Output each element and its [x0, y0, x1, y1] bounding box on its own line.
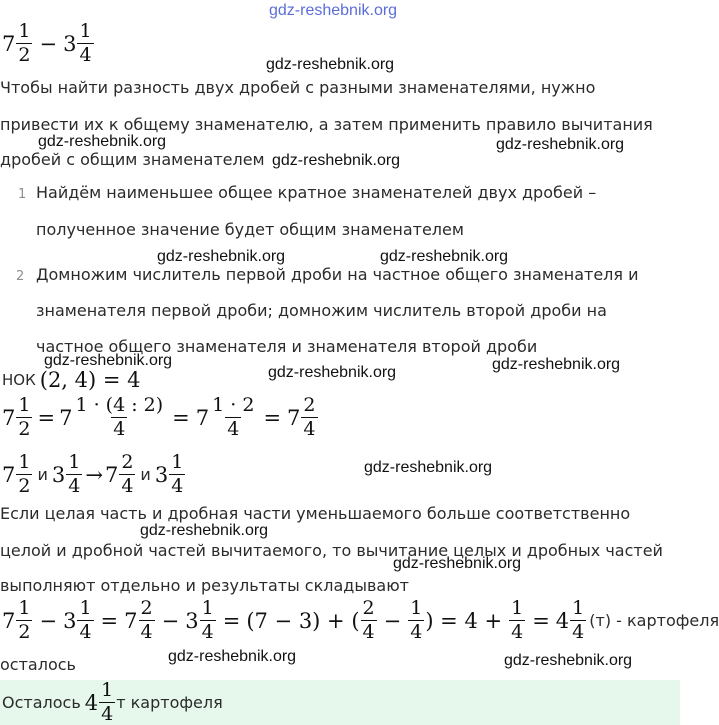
conversion-equation: [2, 396, 319, 439]
numerator: 1: [18, 451, 31, 473]
numerator: 1: [171, 451, 184, 473]
denominator: 4: [362, 621, 375, 643]
numerator: 1: [511, 597, 524, 619]
step-2-line-2: знаменателя первой дроби; домножим числитель второй дроби на: [36, 301, 607, 320]
whole-part: 3: [154, 462, 169, 487]
whole-part: 3: [63, 608, 77, 633]
whole-part: 7: [2, 608, 16, 633]
conversion-result-line: [2, 453, 186, 496]
numerator: 1: [572, 597, 585, 619]
step-2-line-3: частное общего знаменателя и знаменателя второй дроби: [36, 337, 538, 356]
answer-line: [2, 680, 223, 725]
denominator: 4: [201, 621, 214, 643]
denominator: 4: [572, 621, 585, 643]
denominator: 4: [171, 475, 184, 497]
whole-part: 3: [63, 31, 77, 56]
watermark: gdz-reshebnik.org: [393, 555, 522, 572]
rule-line-3: выполняют отдельно и результаты складывают: [0, 576, 409, 595]
whole-part: 7: [2, 405, 16, 430]
numerator: 2: [303, 394, 316, 416]
denominator: 4: [101, 703, 114, 725]
intro-line-2: привести их к общему знаменателю, а затем применить правило вычитания: [0, 115, 653, 134]
watermark: gdz-reshebnik.org: [272, 152, 401, 169]
watermark: gdz-reshebnik.org: [380, 248, 509, 265]
denominator: 4: [410, 621, 423, 643]
minus-sign: −: [39, 31, 58, 56]
whole-part: 7: [2, 31, 16, 56]
numerator: 1: [410, 597, 423, 619]
arrow-icon: →: [85, 462, 103, 487]
whole-part: 7: [104, 462, 119, 487]
denominator: 4: [303, 418, 316, 440]
fraction: [77, 22, 93, 65]
watermark: gdz-reshebnik.org: [364, 459, 493, 476]
watermark: gdz-reshebnik.org: [504, 652, 633, 669]
fraction: [16, 599, 32, 642]
fraction: [301, 396, 317, 439]
fraction: [77, 599, 93, 642]
denominator: 2: [18, 418, 31, 440]
whole-part: 7: [195, 405, 210, 430]
whole-part: 3: [51, 462, 66, 487]
step-1-line-2: полученное значение будет общим знаменателем: [36, 220, 464, 239]
numerator: 1: [18, 20, 31, 42]
fraction: [509, 599, 525, 642]
whole-part: 7: [287, 405, 301, 430]
intro-line-1: Чтобы найти разность двух дробей с разными знаменателями, нужно: [0, 78, 596, 97]
denominator: 2: [18, 44, 31, 66]
rule-line-1: Если целая часть и дробная части уменьшаемого больше соответственно: [0, 504, 631, 523]
conjunction: и: [37, 465, 48, 484]
equals-sign: =: [100, 608, 119, 633]
fraction: [200, 599, 216, 642]
denominator: 4: [113, 418, 126, 440]
denominator: 4: [68, 475, 81, 497]
fraction: [210, 396, 256, 439]
nok-label: НОК: [2, 371, 36, 389]
fraction: [408, 599, 424, 642]
numerator: 2: [140, 597, 153, 619]
numerator: 1: [201, 597, 214, 619]
minus-sign: −: [383, 608, 402, 633]
watermark: gdz-reshebnik.org: [268, 364, 397, 381]
fraction: [169, 453, 185, 496]
numerator: 1: [18, 597, 31, 619]
sum-expression: ) = 4 +: [425, 608, 503, 633]
nok-line: [2, 368, 141, 392]
whole-part: 4: [84, 690, 99, 715]
nok-expression: (2, 4) = 4: [39, 368, 141, 392]
fraction: [16, 396, 32, 439]
whole-part: 3: [185, 608, 199, 633]
denominator: 4: [79, 44, 92, 66]
step-1-line-1: Найдём наименьшее общее кратное знаменателей двух дробей –: [36, 183, 597, 202]
numerator: 1 · 2: [212, 394, 255, 416]
rule-line-2: целой и дробной частей вычитаемого, то вычитание целых и дробных частей: [0, 541, 663, 560]
numerator: 2: [362, 597, 375, 619]
denominator: 2: [18, 621, 31, 643]
equals-sign: =: [37, 405, 56, 430]
numerator: 1: [79, 20, 92, 42]
denominator: 4: [511, 621, 524, 643]
watermark: gdz-reshebnik.org: [266, 56, 395, 73]
equals-sign: =: [222, 608, 241, 633]
step-marker-1: 1: [18, 187, 27, 202]
watermark: gdz-reshebnik.org: [157, 248, 286, 265]
fraction: [119, 453, 135, 496]
numerator: 1: [68, 451, 81, 473]
watermark: gdz-reshebnik.org: [38, 133, 167, 150]
calculation-tail: (т) - картофеля: [589, 611, 719, 630]
equals-sign: =: [172, 405, 190, 430]
numerator: 2: [121, 451, 134, 473]
numerator: 1: [79, 597, 92, 619]
fraction: [16, 453, 32, 496]
answer-suffix: т картофеля: [116, 693, 223, 712]
watermark-top: gdz-reshebnik.org: [269, 2, 398, 19]
denominator: 2: [18, 475, 31, 497]
fraction: [66, 453, 82, 496]
fraction: [99, 681, 115, 724]
numerator: 1 · (4 : 2): [75, 394, 164, 416]
equals-sign: =: [263, 405, 282, 430]
problem-expression: [2, 22, 95, 65]
watermark: gdz-reshebnik.org: [492, 356, 621, 373]
whole-part: 7: [59, 405, 73, 430]
fraction: [139, 599, 155, 642]
calculation-tail-line-2: осталось: [0, 655, 76, 674]
minus-sign: −: [39, 608, 58, 633]
whole-part: 7: [124, 608, 138, 633]
grouping-expression: (7 − 3) + (: [246, 608, 360, 633]
calculation-equation: [2, 599, 719, 642]
whole-part: 7: [2, 462, 16, 487]
denominator: 4: [140, 621, 153, 643]
denominator: 4: [79, 621, 92, 643]
fraction: [16, 22, 32, 65]
watermark: gdz-reshebnik.org: [44, 352, 173, 369]
watermark: gdz-reshebnik.org: [168, 648, 297, 665]
conjunction: и: [140, 465, 151, 484]
fraction: [570, 599, 586, 642]
denominator: 4: [121, 475, 134, 497]
fraction: [361, 599, 377, 642]
minus-sign: −: [161, 608, 180, 633]
denominator: 4: [227, 418, 240, 440]
answer-prefix: Осталось: [2, 693, 81, 712]
numerator: 1: [18, 394, 31, 416]
fraction: [73, 396, 165, 439]
step-marker-2: 2: [16, 269, 25, 284]
numerator: 1: [101, 679, 114, 701]
watermark: gdz-reshebnik.org: [496, 136, 625, 153]
equals-sign: =: [532, 608, 550, 633]
whole-part: 4: [555, 608, 570, 633]
watermark: gdz-reshebnik.org: [140, 522, 269, 539]
intro-line-3: дробей с общим знаменателем: [0, 150, 265, 169]
step-2-line-1: Домножим числитель первой дроби на частное общего знаменателя и: [36, 265, 639, 284]
